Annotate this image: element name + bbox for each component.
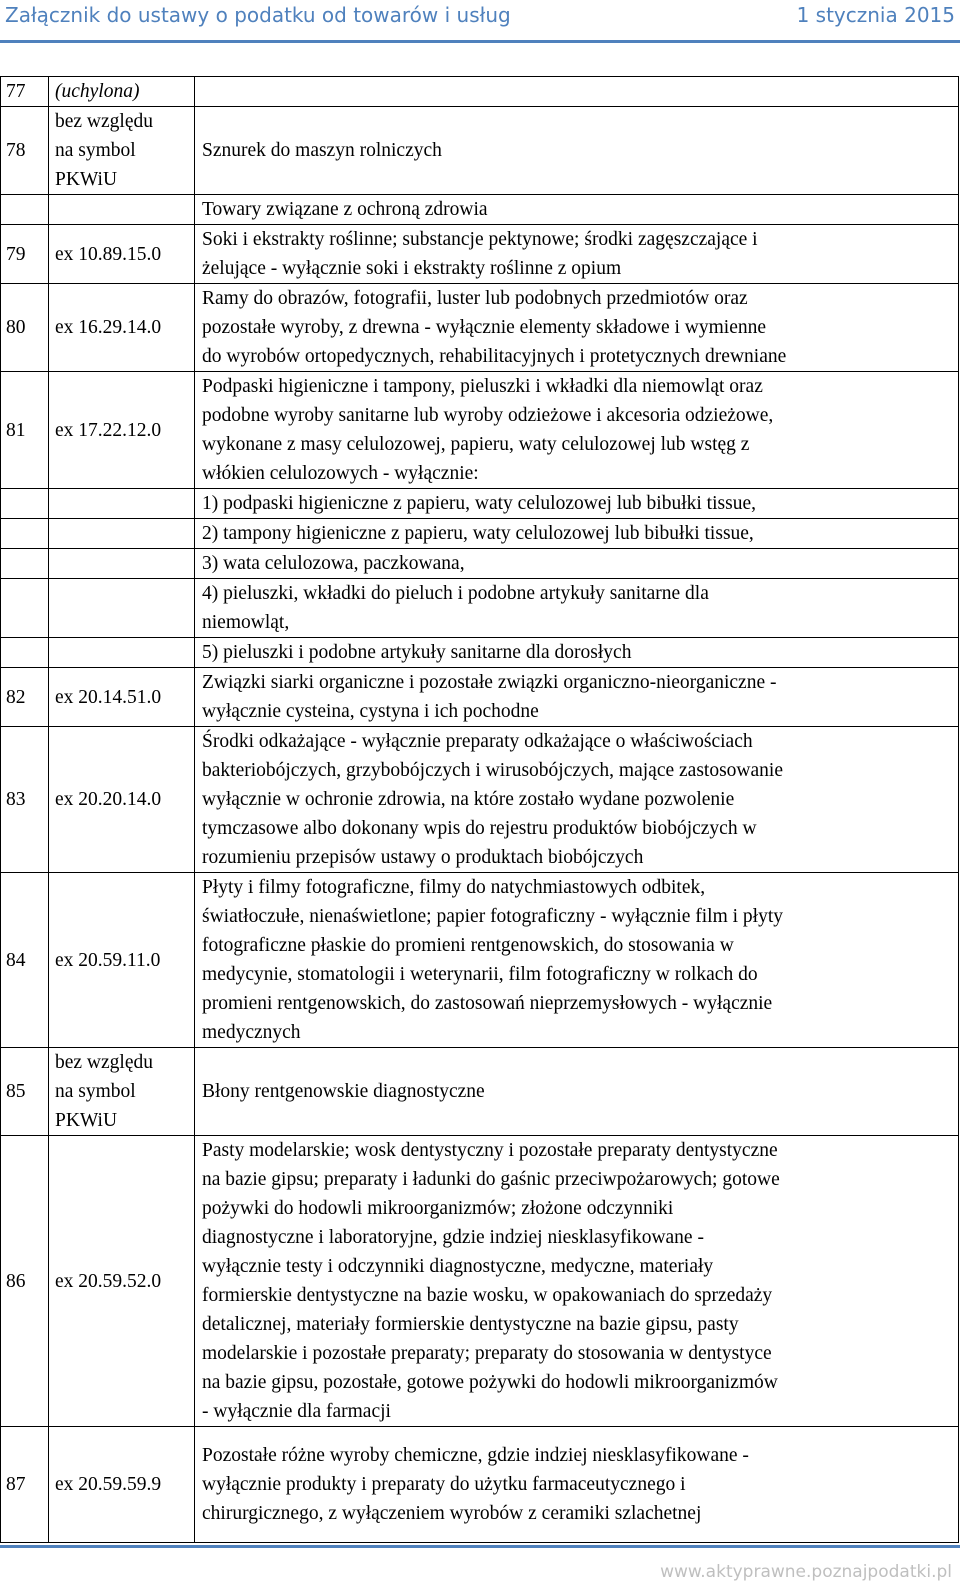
table-row [1,1427,959,1543]
row-number [1,549,49,579]
document-date: 1 stycznia 2015 [796,3,955,27]
table-row [1,549,959,579]
pkwiu-code: ex 16.29.14.0 [49,284,195,372]
table-row [1,668,959,727]
goods-description: 1) podpaski higieniczne z papieru, waty celulozowej lub bibułki tissue, [195,489,959,519]
row-number: 83 [1,727,49,873]
row-number [1,638,49,668]
table-row [1,1048,959,1136]
goods-description: 3) wata celulozowa, paczkowana, [195,549,959,579]
row-number [1,195,49,225]
pkwiu-code [49,195,195,225]
row-number: 82 [1,668,49,727]
goods-description: Płyty i filmy fotograficzne, filmy do natychmiastowych odbitek, światłoczułe, nienaświetlone; papier fotograficzny - wyłącznie film i płyty fotograficzne płaskie do promieni rentgenowskich, do stosowania w medycynie, stomatologii i weterynarii, film fotograficzny w rolkach do promieni rentgenowskich, do zastosowań nieprzemysłowych - wyłącznie medycznych [195,873,959,1048]
goods-description: Pozostałe różne wyroby chemiczne, gdzie indziej niesklasyfikowane - wyłącznie produkty i preparaty do użytku farmaceutycznego i chirurgicznego, z wyłączeniem wyrobów z ceramiki szlachetnej [195,1427,959,1543]
header-divider [0,40,960,43]
goods-description [195,77,959,107]
goods-description: Sznurek do maszyn rolniczych [195,107,959,195]
row-number: 79 [1,225,49,284]
pkwiu-code: ex 20.59.52.0 [49,1136,195,1427]
table-row [1,107,959,195]
row-number [1,519,49,549]
table-row [1,284,959,372]
table-row [1,579,959,638]
table-row [1,519,959,549]
pkwiu-code: ex 10.89.15.0 [49,225,195,284]
goods-description: 4) pieluszki, wkładki do pieluch i podobne artykuły sanitarne dla niemowląt, [195,579,959,638]
table-row [1,638,959,668]
row-number: 77 [1,77,49,107]
document-title: Załącznik do ustawy o podatku od towarów i usług [5,3,511,27]
table-row [1,372,959,489]
goods-description: Błony rentgenowskie diagnostyczne [195,1048,959,1136]
row-number: 81 [1,372,49,489]
pkwiu-code [49,489,195,519]
row-number [1,579,49,638]
pkwiu-code: ex 20.59.59.9 [49,1427,195,1543]
row-number: 85 [1,1048,49,1136]
row-number: 86 [1,1136,49,1427]
goods-description: 5) pieluszki i podobne artykuły sanitarne dla dorosłych [195,638,959,668]
pkwiu-code: (uchylona) [49,77,195,107]
goods-description: Środki odkażające - wyłącznie preparaty odkażające o właściwościach bakteriobójczych, grzybobójczych i wirusobójczych, mające zastosowanie wyłącznie w ochronie zdrowia, na które zostało wydane pozwolenie tymczasowe albo dokonany wpis do rejestru produktów biobójczych w rozumieniu przepisów ustawy o produktach biobójczych [195,727,959,873]
table-row [1,873,959,1048]
table-row [1,77,959,107]
footer-url: www.aktyprawne.poznajpodatki.pl [660,1562,952,1582]
goods-description: Ramy do obrazów, fotografii, luster lub podobnych przedmiotów oraz pozostałe wyroby, z drewna - wyłącznie elementy składowe i wymienne do wyrobów ortopedycznych, rehabilitacyjnych i protetycznych drewniane [195,284,959,372]
pkwiu-code: ex 20.20.14.0 [49,727,195,873]
pkwiu-code [49,579,195,638]
pkwiu-code [49,638,195,668]
pkwiu-code: ex 17.22.12.0 [49,372,195,489]
row-number: 78 [1,107,49,195]
goods-description: Związki siarki organiczne i pozostałe związki organiczno-nieorganiczne - wyłącznie cysteina, cystyna i ich pochodne [195,668,959,727]
row-number: 84 [1,873,49,1048]
row-number: 80 [1,284,49,372]
row-number [1,489,49,519]
goods-description: Soki i ekstrakty roślinne; substancje pektynowe; środki zagęszczające i żelujące - wyłącznie soki i ekstrakty roślinne z opium [195,225,959,284]
table-row [1,195,959,225]
pkwiu-code: bez względu na symbol PKWiU [49,107,195,195]
footer-divider [0,1545,960,1548]
goods-description: Podpaski higieniczne i tampony, pieluszki i wkładki dla niemowląt oraz podobne wyroby sanitarne lub wyroby odzieżowe i akcesoria odzieżowe, wykonane z masy celulozowej, papieru, waty celulozowej lub wstęg z włókien celulozowych - wyłącznie: [195,372,959,489]
table-row [1,727,959,873]
pkwiu-code: ex 20.14.51.0 [49,668,195,727]
goods-description: Towary związane z ochroną zdrowia [195,195,959,225]
tax-goods-table [0,76,959,1543]
table-row [1,1136,959,1427]
goods-description: 2) tampony higieniczne z papieru, waty celulozowej lub bibułki tissue, [195,519,959,549]
pkwiu-code: ex 20.59.11.0 [49,873,195,1048]
row-number: 87 [1,1427,49,1543]
pkwiu-code [49,519,195,549]
table-row [1,225,959,284]
table-row [1,489,959,519]
goods-description: Pasty modelarskie; wosk dentystyczny i pozostałe preparaty dentystyczne na bazie gipsu; preparaty i ładunki do gaśnic przeciwpożarowych; gotowe pożywki do hodowli mikroorganizmów; złożone odczynniki diagnostyczne i laboratoryjne, gdzie indziej niesklasyfikowane - wyłącznie testy i odczynniki diagnostyczne, medyczne, materiały formierskie dentystyczne na bazie wosku, w opakowaniach do sprzedaży detalicznej, materiały formierskie dentystyczne na bazie gipsu, pasty modelarskie i pozostałe preparaty; preparaty do stosowania w dentystyce na bazie gipsu, pozostałe, gotowe pożywki do hodowli mikroorganizmów - wyłącznie dla farmacji [195,1136,959,1427]
pkwiu-code: bez względu na symbol PKWiU [49,1048,195,1136]
pkwiu-code [49,549,195,579]
page-header [0,0,960,40]
